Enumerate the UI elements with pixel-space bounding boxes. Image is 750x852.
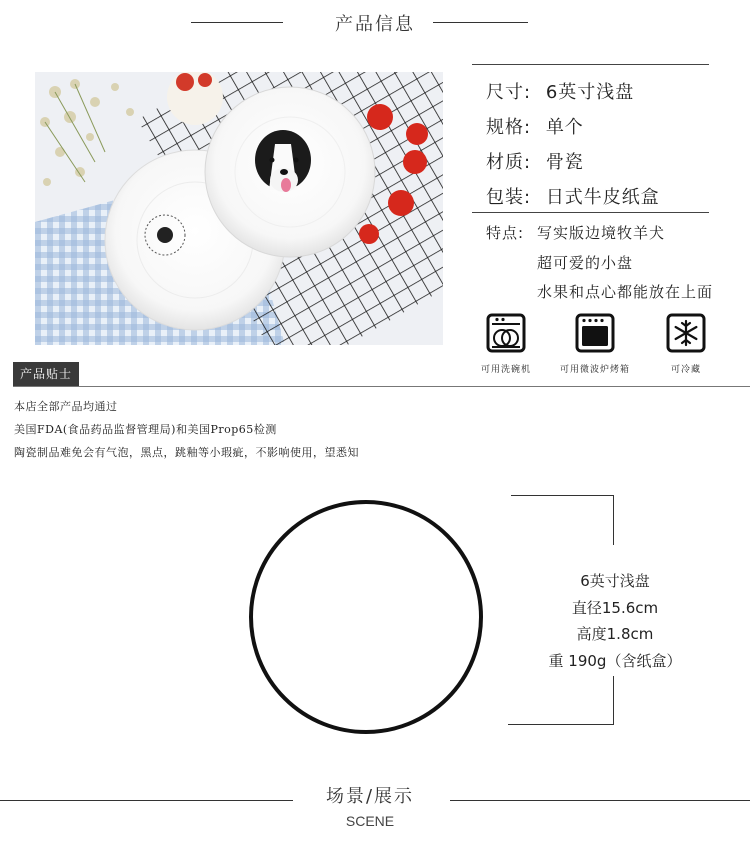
- spec-packaging-label: 包装:: [486, 187, 532, 208]
- dimension-height: 高度1.8cm: [576, 625, 654, 643]
- spec-type-value: 单个: [545, 117, 584, 138]
- dimension-bracket-top: [511, 495, 614, 496]
- spec-material-value: 骨瓷: [545, 152, 584, 173]
- dimension-bracket-side-bottom: [613, 676, 614, 724]
- product-photo: [35, 72, 443, 345]
- spec-size: [486, 78, 634, 104]
- feature-line-2: 超可爱的小盘: [537, 254, 634, 272]
- dimension-diameter: 直径15.6cm: [571, 599, 659, 617]
- spec-rule-bottom: [472, 212, 709, 213]
- features-label: 特点:: [486, 224, 525, 242]
- plate-outline-circle: [249, 500, 483, 734]
- spec-size-value: 6英寸浅盘: [545, 82, 635, 103]
- snowflake-label: 可冷藏: [670, 365, 701, 375]
- spec-packaging: [486, 183, 660, 209]
- microwave-oven-label: 可用微波炉烤箱: [560, 365, 631, 375]
- spec-type-label: 规格:: [486, 117, 532, 138]
- dishwasher-label: 可用洗碗机: [480, 365, 531, 375]
- note-line-3: 陶瓷制品难免会有气泡，黑点，跳釉等小瑕疵，不影响使用，望悉知: [14, 446, 359, 459]
- feature-line-1: 写实版边境牧羊犬: [537, 224, 666, 242]
- snowflake-icon: [666, 313, 706, 353]
- microwave-oven-icon: [575, 313, 615, 353]
- section-title-product-info: 产品信息: [335, 14, 415, 35]
- spec-material-label: 材质:: [486, 152, 532, 173]
- note-line-2: 美国FDA(食品药品监督管理局)和美国Prop65检测: [14, 423, 277, 436]
- section-title-scene: 场景/展示: [325, 786, 415, 807]
- dimension-bracket-side-top: [613, 495, 614, 545]
- dimension-weight: 重 190g（含纸盒）: [548, 652, 682, 670]
- spec-size-label: 尺寸:: [486, 82, 532, 103]
- spec-type: [486, 113, 584, 139]
- feature-line-3: 水果和点心都能放在上面: [537, 283, 714, 301]
- spec-rule-top: [472, 64, 709, 65]
- notes-rule: [13, 386, 750, 387]
- notes-tag: 产品贴士: [13, 362, 79, 386]
- section-subtitle-scene: SCENE: [345, 813, 395, 829]
- dimension-name: 6英寸浅盘: [580, 572, 650, 590]
- note-line-1: 本店全部产品均通过: [14, 400, 118, 413]
- dimension-bracket-bottom: [508, 724, 614, 725]
- plate-photo: [35, 72, 443, 345]
- spec-material: [486, 148, 584, 174]
- dishwasher-icon: [486, 313, 526, 353]
- spec-packaging-value: 日式牛皮纸盒: [545, 187, 660, 208]
